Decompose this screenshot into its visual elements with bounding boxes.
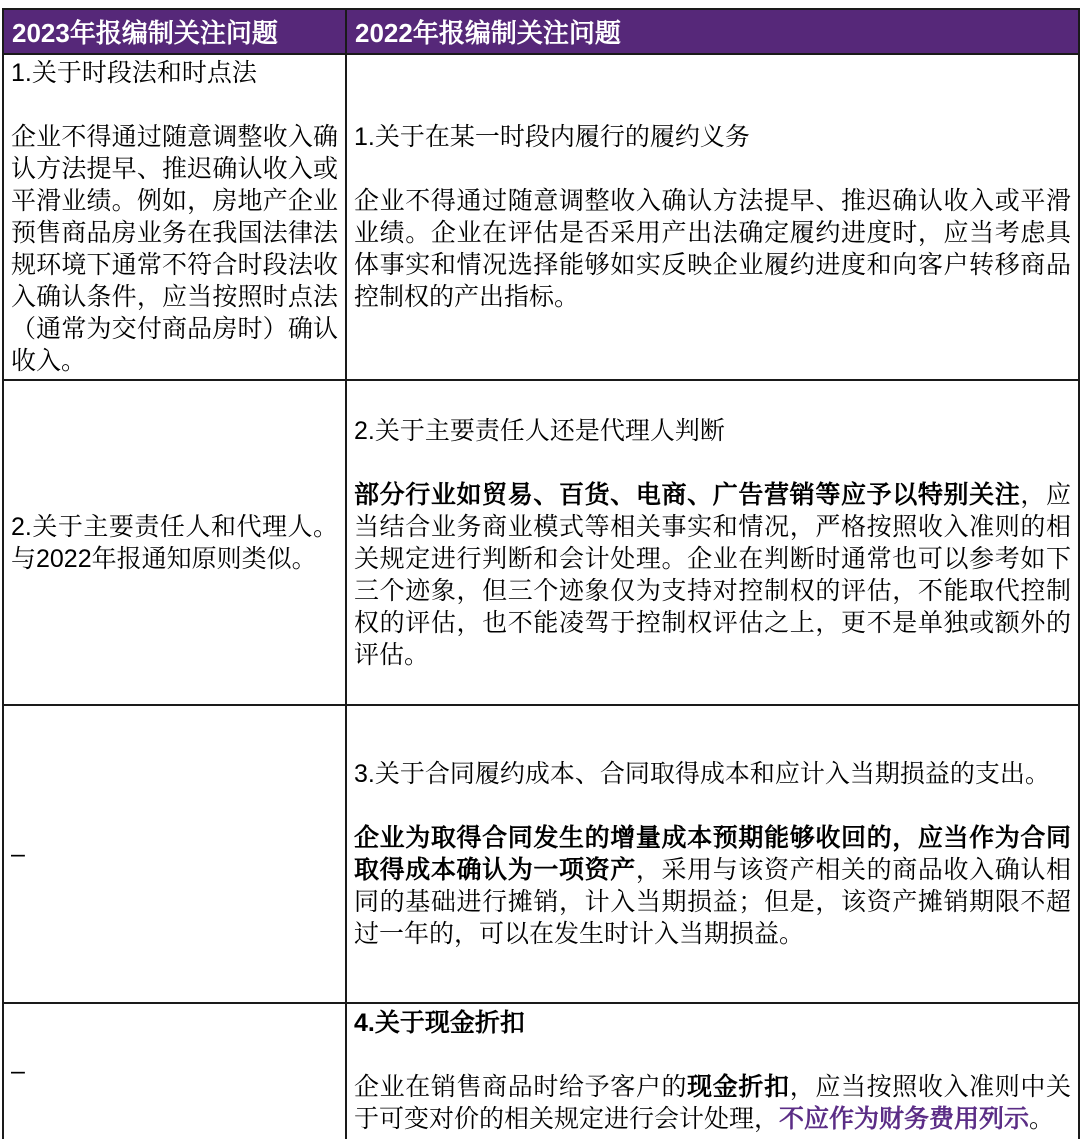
paragraph <box>11 511 338 575</box>
paragraph <box>11 838 338 870</box>
body-text: 企业不得通过随意调整收入确认方法提早、推迟确认收入或平滑业绩。例如，房地产企业预售商品房业务在我国法律法规环境下通常不符合时段法收入确认条件，应当按照时点法（通常为交付商品房时）确认收入。 <box>11 123 338 375</box>
paragraph <box>354 758 1071 790</box>
paragraph <box>354 479 1071 671</box>
cell-r3-right <box>346 1003 1079 1139</box>
cell-r2-left <box>3 705 346 1003</box>
bold-text: 部分行业如贸易、百货、电商、广告营销等应予以特别关注 <box>354 480 1021 509</box>
paragraph <box>354 1007 1071 1039</box>
column-header-2022: 2022年报编制关注问题 <box>346 9 1079 54</box>
cell-r1-left <box>3 380 346 705</box>
table-row <box>3 54 1079 380</box>
bold-text: 企业为取得合同发生的增量成本预期能够收回的，应当作为合同取得成本确认为一项资产 <box>354 824 1071 884</box>
body-text: ，应当结合业务商业模式等相关事实和情况，严格按照收入准则的相关规定进行判断和会计处理。企业在判断时通常也可以参考如下三个迹象，但三个迹象仅为支持对控制权的评估，不能取代控制权的评估，也不能凌驾于控制权评估之上，更不是单独或额外的评估。 <box>354 480 1071 669</box>
annual-report-comparison-table <box>2 8 1080 1139</box>
paragraph <box>11 121 338 377</box>
header-row <box>3 9 1079 54</box>
body-text: ，应当按照收入准则中关于可变对价的相关规定进行会计处理， <box>354 1073 1071 1134</box>
bold-text: 现金折扣 <box>687 1073 790 1102</box>
column-header-2023: 2023年报编制关注问题 <box>3 9 346 54</box>
cell-r0-right <box>346 54 1079 380</box>
table-row <box>3 380 1079 705</box>
body-text: 3.关于合同履约成本、合同取得成本和应计入当期损益的支出。 <box>354 760 1050 788</box>
table-body <box>3 54 1079 1139</box>
body-text: – <box>11 1057 25 1086</box>
paragraph <box>354 1071 1071 1135</box>
body-text: ，采用与该资产相关的商品收入确认相同的基础进行摊销，计入当期损益；但是，该资产摊销期限不超过一年的，可以在发生时计入当期损益。 <box>354 856 1071 948</box>
paragraph <box>11 1055 338 1087</box>
body-text: 1.关于在某一时段内履行的履约义务 <box>354 123 750 151</box>
table-row <box>3 1003 1079 1139</box>
body-text: – <box>11 840 25 868</box>
table-row <box>3 705 1079 1003</box>
body-text: 1.关于时段法和时点法 <box>11 59 257 87</box>
cell-r1-right <box>346 380 1079 705</box>
paragraph <box>354 185 1071 313</box>
cell-r3-left <box>3 1003 346 1139</box>
accent-text: 不应作为财务费用列示 <box>779 1105 1030 1134</box>
bold-text: 4.关于现金折扣 <box>354 1009 525 1038</box>
paragraph <box>354 822 1071 950</box>
paragraph <box>354 121 1071 153</box>
body-text: 。 <box>1029 1105 1055 1134</box>
body-text: 企业在销售商品时给予客户的 <box>354 1073 688 1102</box>
paragraph <box>354 415 1071 447</box>
paragraph <box>11 57 338 89</box>
cell-r0-left <box>3 54 346 380</box>
body-text: 2.关于主要责任人还是代理人判断 <box>354 416 725 445</box>
cell-r2-right <box>346 705 1079 1003</box>
body-text: 企业不得通过随意调整收入确认方法提早、推迟确认收入或平滑业绩。企业在评估是否采用产出法确定履约进度时，应当考虑具体事实和情况选择能够如实反映企业履约进度和向客户转移商品控制权的产出指标。 <box>354 187 1071 311</box>
body-text: 2.关于主要责任人和代理人。与2022年报通知原则类似。 <box>11 512 338 573</box>
